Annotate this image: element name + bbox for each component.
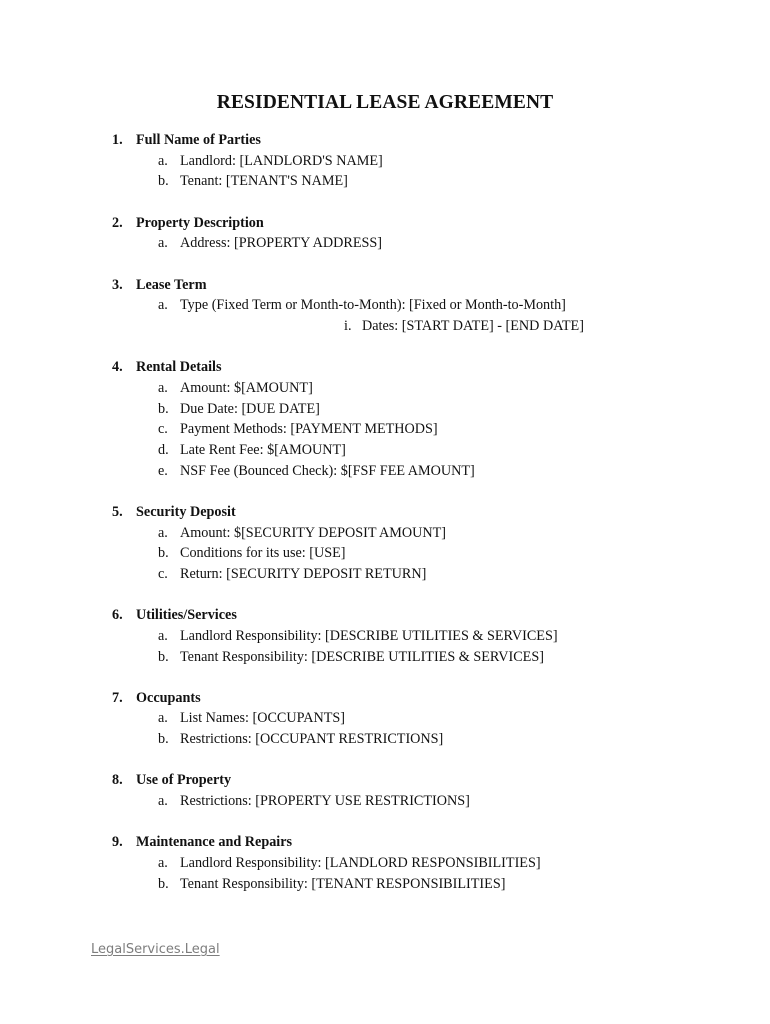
list-item-text: Landlord Responsibility: [DESCRIBE UTILITIES & SERVICES] (180, 627, 558, 644)
list-item (112, 295, 712, 316)
section (112, 688, 712, 750)
section-items (112, 523, 712, 585)
list-item-text: Tenant Responsibility: [TENANT RESPONSIBILITIES] (180, 875, 506, 892)
section-title: Rental Details (136, 359, 222, 376)
section-items (112, 151, 712, 192)
list-item-text: Address: [PROPERTY ADDRESS] (180, 235, 382, 252)
list-item-letter: a. (158, 235, 168, 252)
section (112, 275, 712, 337)
section-heading (112, 502, 712, 523)
list-item-text: Tenant: [TENANT'S NAME] (180, 173, 348, 190)
list-item-text: Restrictions: [PROPERTY USE RESTRICTIONS] (180, 793, 470, 810)
section-title: Occupants (136, 689, 201, 706)
list-item-letter: b. (158, 400, 169, 417)
section-heading (112, 357, 712, 378)
section-heading (112, 688, 712, 709)
list-item-text: Landlord Responsibility: [LANDLORD RESPONSIBILITIES] (180, 854, 541, 871)
list-item-letter: a. (158, 793, 168, 810)
section-items (112, 708, 712, 749)
sub-list-item-numeral: i. (344, 317, 352, 334)
section-items (112, 378, 712, 482)
list-item (112, 791, 712, 812)
list-item-text: Due Date: [DUE DATE] (180, 400, 320, 417)
section (112, 213, 712, 254)
list-item-text: Late Rent Fee: $[AMOUNT] (180, 441, 346, 458)
section-items (112, 295, 712, 336)
list-item (112, 233, 712, 254)
list-item-letter: a. (158, 524, 168, 541)
section-number: 2. (112, 214, 123, 231)
list-item-letter: a. (158, 710, 168, 727)
footer-link[interactable]: LegalServices.Legal (91, 942, 220, 957)
list-item-text: Payment Methods: [PAYMENT METHODS] (180, 421, 438, 438)
section-heading (112, 130, 712, 151)
list-item (112, 543, 712, 564)
list-item (112, 419, 712, 440)
section-heading (112, 770, 712, 791)
section-items (112, 791, 712, 812)
list-item (112, 729, 712, 750)
list-item (112, 523, 712, 544)
section-title: Utilities/Services (136, 607, 237, 624)
section-heading (112, 213, 712, 234)
document-title: RESIDENTIAL LEASE AGREEMENT (216, 92, 554, 113)
list-item-letter: b. (158, 875, 169, 892)
list-item-letter: a. (158, 854, 168, 871)
section-number: 9. (112, 834, 123, 851)
list-item-letter: e. (158, 462, 168, 479)
list-item (112, 399, 712, 420)
section (112, 502, 712, 585)
list-item-text: NSF Fee (Bounced Check): $[FSF FEE AMOUNT] (180, 462, 475, 479)
section-items (112, 626, 712, 667)
section-number: 7. (112, 689, 123, 706)
list-item-letter: b. (158, 173, 169, 190)
list-item-text: Landlord: [LANDLORD'S NAME] (180, 152, 383, 169)
list-item-letter: b. (158, 545, 169, 562)
section (112, 832, 712, 894)
section-heading (112, 832, 712, 853)
section (112, 770, 712, 811)
list-item-letter: a. (158, 152, 168, 169)
section-number: 1. (112, 132, 123, 148)
list-item-letter: c. (158, 421, 168, 438)
section-number: 3. (112, 276, 123, 293)
list-item (112, 378, 712, 399)
section-number: 8. (112, 772, 123, 789)
list-item (112, 626, 712, 647)
section-items (112, 233, 712, 254)
list-item (112, 647, 712, 668)
sub-list-item-text: Dates: [START DATE] - [END DATE] (362, 317, 584, 334)
list-item-text: Conditions for its use: [USE] (180, 545, 346, 562)
list-item-letter: d. (158, 441, 169, 458)
list-item-letter: a. (158, 379, 168, 396)
list-item-letter: b. (158, 648, 169, 665)
section (112, 130, 712, 192)
list-item-text: Restrictions: [OCCUPANT RESTRICTIONS] (180, 731, 444, 748)
list-item-letter: a. (158, 627, 168, 644)
section (112, 357, 712, 481)
list-item-letter: c. (158, 565, 168, 582)
section-heading (112, 605, 712, 626)
sub-list-item (112, 316, 712, 337)
section-title: Property Description (136, 214, 264, 231)
list-item (112, 853, 712, 874)
list-item-text: List Names: [OCCUPANTS] (180, 710, 346, 727)
section (112, 605, 712, 667)
section-heading (112, 275, 712, 296)
list-item (112, 461, 712, 482)
section-number: 5. (112, 503, 123, 520)
section-number: 6. (112, 607, 123, 624)
list-item-text: Tenant Responsibility: [DESCRIBE UTILITIES & SERVICES] (180, 648, 544, 665)
list-item (112, 564, 712, 585)
section-list (112, 130, 712, 915)
section-title: Security Deposit (136, 503, 236, 520)
list-item (112, 151, 712, 172)
list-item-letter: b. (158, 731, 169, 748)
section-title: Maintenance and Repairs (136, 834, 293, 851)
section-title: Full Name of Parties (136, 132, 261, 148)
section-items (112, 853, 712, 894)
list-item-text: Return: [SECURITY DEPOSIT RETURN] (180, 565, 427, 582)
list-item (112, 440, 712, 461)
section-title: Use of Property (136, 772, 232, 789)
section-title: Lease Term (136, 276, 207, 293)
list-item-text: Amount: $[SECURITY DEPOSIT AMOUNT] (180, 524, 447, 541)
section-number: 4. (112, 359, 123, 376)
list-item-text: Type (Fixed Term or Month-to-Month): [Fixed or Month-to-Month] (180, 297, 566, 314)
list-item (112, 874, 712, 895)
list-item-text: Amount: $[AMOUNT] (180, 379, 313, 396)
list-item (112, 171, 712, 192)
list-item (112, 708, 712, 729)
list-item-letter: a. (158, 297, 168, 314)
